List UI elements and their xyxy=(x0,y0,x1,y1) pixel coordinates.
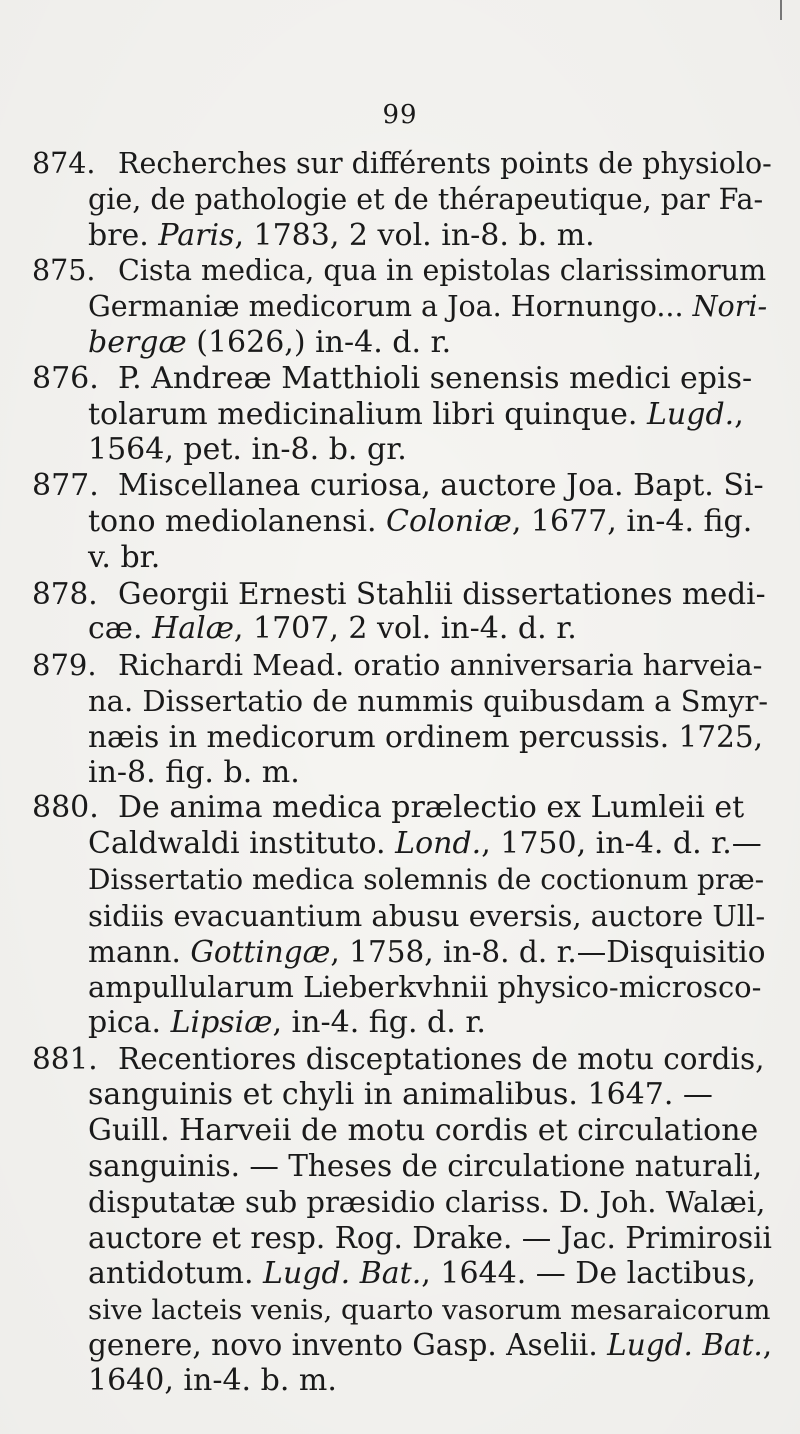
italic-place-name: Lugd. Bat. xyxy=(607,1328,763,1363)
entry-continuation-line xyxy=(88,898,765,934)
entry-continuation-line xyxy=(88,325,451,361)
entry-continuation-line xyxy=(88,1292,771,1328)
entry-first-line xyxy=(32,576,766,612)
entry-text: , 1758, in-8. d. r.—Disquisitio xyxy=(330,934,766,969)
entry-text: in-8. fig. b. m. xyxy=(88,754,300,790)
entry-continuation-line xyxy=(88,1363,337,1399)
entry-text: Miscellanea curiosa, auctore Joa. Bapt. Si- xyxy=(118,468,764,504)
italic-place-name: Halæ xyxy=(152,611,234,647)
entry-text: Germaniæ medicorum a Joa. Hornungo... xyxy=(88,290,693,324)
entry-text: tolarum medicinalium libri quinque. xyxy=(88,396,647,432)
entry-number: 880. xyxy=(32,790,99,826)
entry-text: 1640, in-4. b. m. xyxy=(88,1363,337,1399)
entry-continuation-line xyxy=(88,1327,772,1363)
entry-number: 875. xyxy=(32,254,96,288)
entry-text: gie, de pathologie et de thérapeutique, par Fa- xyxy=(88,182,764,216)
entry-first-line xyxy=(32,361,752,397)
italic-place-name: Lugd. xyxy=(647,396,735,432)
entry-text: Guill. Harveii de motu cordis et circulatione xyxy=(88,1112,759,1148)
entry-text: , xyxy=(734,396,744,432)
entry-first-line xyxy=(32,253,766,289)
entry-number: 879. xyxy=(32,648,97,683)
entry-first-line xyxy=(32,790,744,826)
entry-continuation-line xyxy=(88,540,160,576)
entry-text: Recentiores disceptationes de motu cordis, xyxy=(118,1042,765,1076)
entry-text: Richardi Mead. oratio anniversaria harveia- xyxy=(118,648,763,683)
entry-continuation-line xyxy=(88,1077,713,1113)
entry-text: Recherches sur différents points de physiolo- xyxy=(118,147,772,180)
entry-continuation-line xyxy=(88,1256,756,1292)
entry-text: , 1750, in-4. d. r.— xyxy=(481,826,762,862)
entry-text: tono mediolanensi. xyxy=(88,504,387,539)
entry-text: antidotum. xyxy=(88,1255,264,1291)
entry-continuation-line xyxy=(88,218,595,254)
entry-number: 881. xyxy=(32,1042,98,1076)
entry-text: v. br. xyxy=(88,539,161,575)
entry-text: , xyxy=(762,1328,773,1363)
entry-number: 878. xyxy=(32,576,98,611)
page-edge-mark xyxy=(780,0,782,20)
entry-continuation-line xyxy=(88,969,761,1005)
entry-text: , in-4. fig. d. r. xyxy=(272,1005,486,1041)
entry-continuation-line xyxy=(88,683,768,719)
entry-text: 1564, pet. in-8. b. gr. xyxy=(88,432,407,468)
entry-continuation-line xyxy=(88,397,744,433)
entry-text: disputatæ sub præsidio clariss. D. Joh. Walæi, xyxy=(88,1185,766,1220)
italic-place-name: Lugd. Bat. xyxy=(263,1255,422,1291)
entry-continuation-line xyxy=(88,182,763,218)
entry-text: na. Dissertatio de nummis quibusdam a Smyr- xyxy=(88,684,769,718)
entry-continuation-line xyxy=(88,826,762,862)
entry-number: 877. xyxy=(32,468,99,504)
italic-place-name: Coloniæ xyxy=(386,504,512,539)
entry-text: , 1783, 2 vol. in-8. b. m. xyxy=(234,217,595,253)
entry-first-line xyxy=(32,647,763,683)
italic-place-name: Lond. xyxy=(395,826,482,862)
italic-place-name: Paris xyxy=(158,217,235,253)
entry-number: 874. xyxy=(32,147,96,180)
entry-text: ampullularum Lieberkvhnii physico-microsco- xyxy=(88,970,762,1005)
entry-text: De anima medica prælectio ex Lumleii et xyxy=(118,790,745,826)
entry-continuation-line xyxy=(88,1220,772,1256)
entry-first-line xyxy=(32,468,764,504)
entry-text: , 1707, 2 vol. in-4. d. r. xyxy=(233,611,577,647)
page-number: 99 xyxy=(382,100,418,130)
entry-text: bre. xyxy=(88,217,159,253)
entry-text: sanguinis et chyli in animalibus. 1647. — xyxy=(88,1076,713,1112)
italic-place-name: bergæ xyxy=(88,325,187,360)
italic-place-name: Lipsiæ xyxy=(170,1005,273,1041)
entry-text: , 1677, in-4. fig. xyxy=(511,504,753,539)
entry-continuation-line xyxy=(88,862,764,898)
italic-place-name: Gottingæ xyxy=(190,934,331,969)
entry-text: Dissertatio medica solemnis de coctionum præ- xyxy=(88,863,765,896)
italic-place-name: Nori- xyxy=(692,290,768,324)
entry-continuation-line xyxy=(88,934,765,970)
entry-continuation-line xyxy=(88,611,577,647)
entry-text: cæ. xyxy=(88,611,153,647)
entry-text: Caldwaldi instituto. xyxy=(88,826,396,862)
entry-text: Georgii Ernesti Stahlii dissertationes medi- xyxy=(118,576,766,611)
entry-continuation-line xyxy=(88,504,752,540)
entry-text: sidiis evacuantium abusu eversis, auctore Ull- xyxy=(88,898,766,933)
entry-continuation-line xyxy=(88,1113,758,1149)
entry-continuation-line xyxy=(88,755,300,791)
entry-text: P. Andreæ Matthioli senensis medici epis- xyxy=(118,360,753,396)
entry-text: pica. xyxy=(88,1005,171,1041)
entry-first-line xyxy=(32,146,772,182)
entry-continuation-line xyxy=(88,1148,762,1184)
entry-continuation-line xyxy=(88,1184,765,1220)
entry-continuation-line xyxy=(88,719,763,755)
entry-text: genere, novo invento Gasp. Aselii. xyxy=(88,1328,608,1363)
entry-text: Cista medica, qua in epistolas clarissimorum xyxy=(118,254,767,288)
entry-text: auctore et resp. Rog. Drake. — Jac. Primirosii xyxy=(88,1221,772,1255)
entry-continuation-line xyxy=(88,289,767,325)
entry-text: næis in medicorum ordinem percussis. 1725, xyxy=(88,719,763,754)
entry-continuation-line xyxy=(88,1005,486,1041)
entry-text: sive lacteis venis, quarto vasorum mesaraicorum xyxy=(88,1293,771,1326)
entry-text: , 1644. — De lactibus, xyxy=(421,1255,757,1291)
entry-continuation-line xyxy=(88,432,407,468)
entry-first-line xyxy=(32,1041,764,1077)
entry-text: sanguinis. — Theses de circulatione naturali, xyxy=(88,1149,763,1184)
entry-text: (1626,) in-4. d. r. xyxy=(186,325,452,360)
entry-number: 876. xyxy=(32,360,99,396)
entry-text: mann. xyxy=(88,934,191,969)
